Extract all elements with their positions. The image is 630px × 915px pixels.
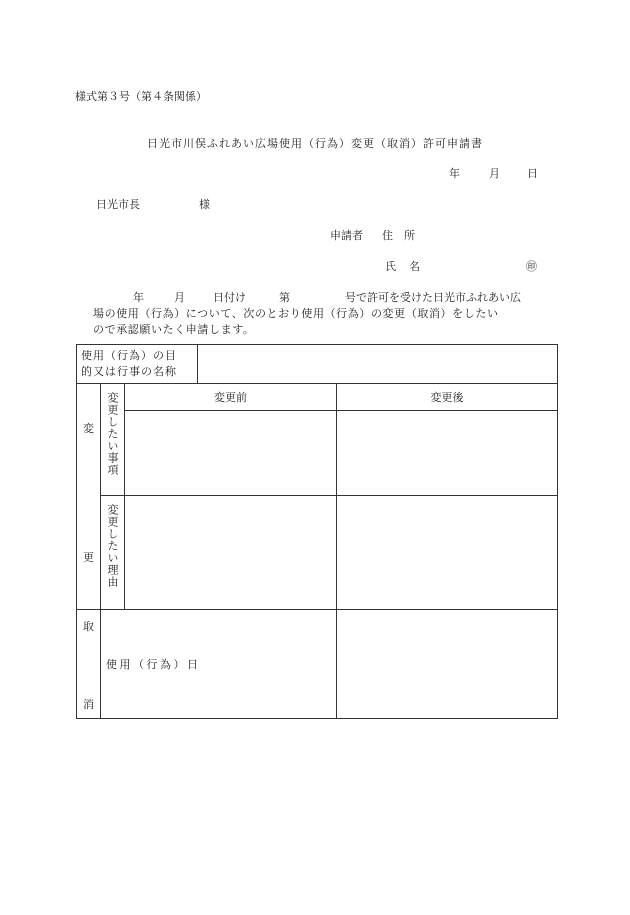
body-line-3: ので承認願いたく申請します。: [93, 323, 255, 336]
document-title: 日光市川俣ふれあい広場使用（行為）変更（取消）許可申請書: [147, 137, 483, 150]
seal-mark: ㊞: [526, 260, 537, 273]
purpose-label-1: 使用（行為）の目: [81, 349, 177, 362]
reason-before-cell[interactable]: [125, 496, 337, 610]
items-after-cell[interactable]: [337, 411, 558, 496]
applicant-label: 申請者: [330, 229, 363, 242]
date-month: 月: [489, 167, 500, 180]
cancel-label-cell: [77, 610, 101, 719]
cancel-char-2: 消: [83, 698, 94, 711]
reason-label: 変更したい理由: [106, 504, 119, 588]
henko-char-2: 更: [83, 551, 94, 564]
body-line-2: 場の使用（行為）について、次のとおり使用（行為）の変更（取消）をしたい: [93, 307, 499, 320]
use-date-value-cell[interactable]: [337, 610, 558, 719]
purpose-value-cell[interactable]: [198, 345, 558, 384]
after-header: 変更後: [337, 384, 558, 411]
name-label-2: 名: [409, 260, 420, 273]
body-dai: 第: [279, 291, 290, 304]
purpose-label-cell: [77, 345, 198, 384]
use-date-label-cell: [101, 610, 337, 719]
use-date-label: 使用（行為）日: [106, 658, 201, 671]
items-label-cell: [101, 384, 125, 496]
items-label: 変更したい事項: [106, 392, 119, 476]
body-dated: 日付け: [213, 291, 246, 304]
address-label: 住 所: [382, 229, 415, 242]
application-table: [76, 344, 558, 719]
henko-label-cell: [77, 384, 101, 610]
before-header: 変更前: [125, 384, 337, 411]
date-day: 日: [527, 167, 538, 180]
body-year: 年: [133, 291, 144, 304]
addressee-honorific: 様: [199, 198, 210, 211]
purpose-label-2: 的又は行事の名称: [81, 365, 177, 378]
reason-after-cell[interactable]: [337, 496, 558, 610]
cancel-char-1: 取: [83, 620, 94, 633]
name-label-1: 氏: [385, 260, 396, 273]
reason-label-cell: [101, 496, 125, 610]
items-before-cell[interactable]: [125, 411, 337, 496]
body-month: 月: [174, 291, 185, 304]
form-number: 様式第３号（第４条関係）: [75, 90, 207, 103]
addressee-name: 日光市長: [96, 198, 140, 211]
date-year: 年: [449, 167, 460, 180]
henko-char-1: 変: [83, 422, 94, 435]
body-permit-text: 号で許可を受けた日光市ふれあい広: [345, 291, 521, 304]
